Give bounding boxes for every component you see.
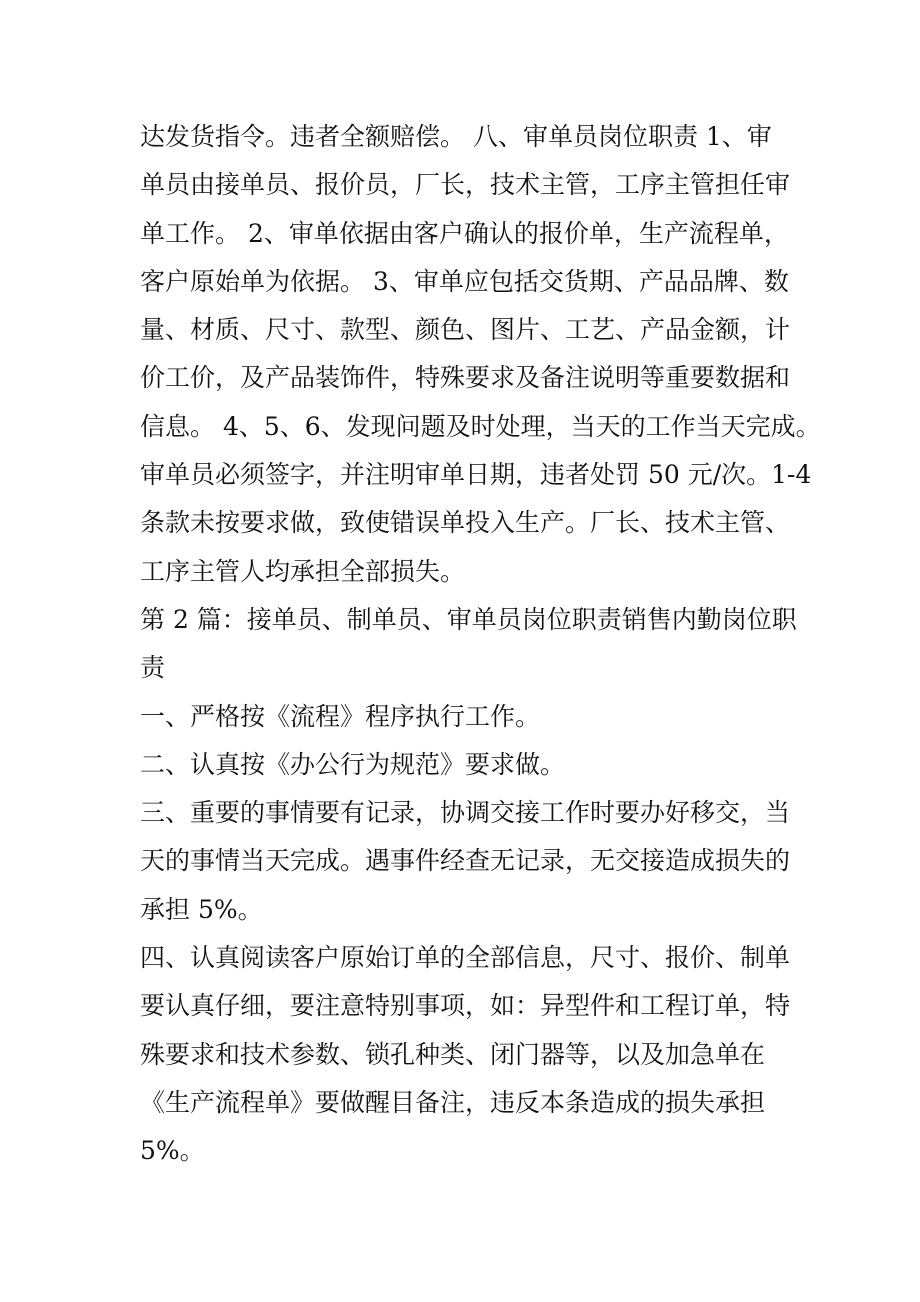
text-line: 5%。 bbox=[140, 1136, 205, 1166]
paragraph-item-4 bbox=[140, 934, 800, 1175]
text-line: 三、重要的事情要有记录，协调交接工作时要办好移交，当 bbox=[140, 798, 791, 828]
text-line: 量、材质、尺寸、款型、颜色、图片、工艺、产品金额，计 bbox=[140, 315, 791, 345]
text-line: 承担 5%。 bbox=[140, 894, 263, 924]
text-line: 单工作。 2、审单依据由客户确认的报价单，生产流程单， bbox=[140, 218, 789, 248]
text-line: 第 2 篇：接单员、制单员、审单员岗位职责销售内勤岗位职 bbox=[140, 604, 797, 634]
text-line: 天的事情当天完成。遇事件经查无记录，无交接造成损失的 bbox=[140, 846, 791, 876]
text-line: 达发货指令。违者全额赔偿。 八、审单员岗位职责 1、审 bbox=[140, 122, 772, 151]
text-line: 四、认真阅读客户原始订单的全部信息，尺寸、报价、制单 bbox=[140, 943, 791, 973]
paragraph-item-2 bbox=[140, 741, 800, 789]
text-line: 工序主管人均承担全部损失。 bbox=[140, 556, 466, 586]
paragraph-audit-duties bbox=[140, 113, 821, 596]
document-page bbox=[140, 113, 821, 1176]
text-line: 责 bbox=[140, 653, 166, 683]
text-line: 信息。 4、5、6、发现问题及时处理，当天的工作当天完成。 bbox=[140, 411, 821, 441]
text-line: 客户原始单为依据。 3、审单应包括交货期、产品品牌、数 bbox=[140, 266, 789, 296]
text-line: 二、认真按《办公行为规范》要求做。 bbox=[140, 749, 566, 779]
text-line: 殊要求和技术参数、锁孔种类、闭门器等，以及加急单在 bbox=[140, 1039, 766, 1069]
text-line: 一、严格按《流程》程序执行工作。 bbox=[140, 701, 541, 731]
text-line: 审单员必须签字，并注明审单日期，违者处罚 50 元/次。1-4 bbox=[140, 460, 812, 490]
text-line: 条款未按要求做，致使错误单投入生产。厂长、技术主管、 bbox=[140, 508, 791, 538]
text-line: 单员由接单员、报价员，厂长，技术主管，工序主管担任审 bbox=[140, 170, 791, 200]
text-line: 价工价，及产品装饰件，特殊要求及备注说明等重要数据和 bbox=[140, 363, 791, 393]
paragraph-item-1 bbox=[140, 693, 800, 741]
text-line: 要认真仔细，要注意特别事项，如：异型件和工程订单，特 bbox=[140, 991, 791, 1021]
text-line: 《生产流程单》要做醒目备注，违反本条造成的损失承担 bbox=[140, 1087, 766, 1117]
paragraph-item-3 bbox=[140, 789, 800, 934]
section-heading bbox=[140, 596, 800, 693]
